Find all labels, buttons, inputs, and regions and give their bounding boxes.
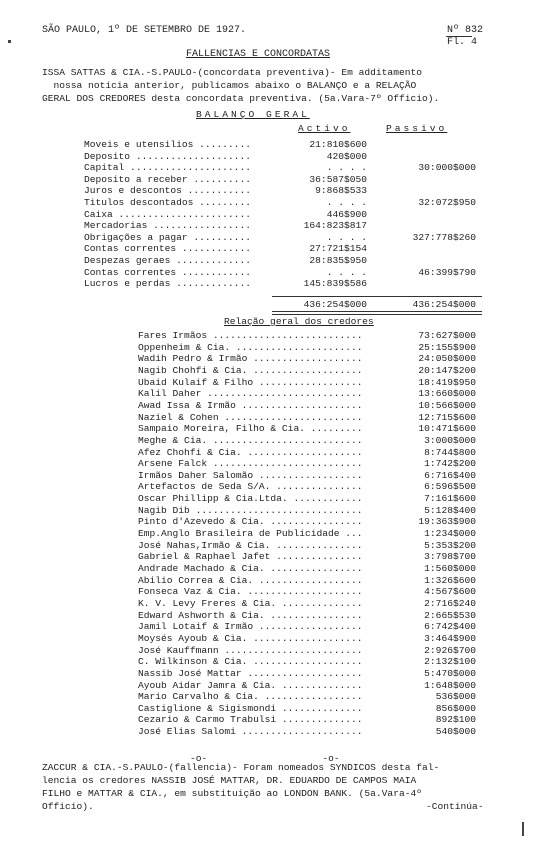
creditor-name: Emp.Anglo Brasileira de Publicidade ...: [138, 528, 363, 539]
creditor-amount: 6:596$500: [424, 481, 476, 492]
activo-header: Activo: [298, 123, 351, 134]
balance-row-passivo: 30:000$000: [418, 162, 476, 173]
balance-row-label: Deposito ....................: [84, 151, 251, 162]
balance-row-label: Titulos descontados .........: [84, 197, 251, 208]
creditor-name: Nassib José Mattar ....................: [138, 668, 363, 679]
creditor-name: Castiglione & Sigismondi ..............: [138, 703, 363, 714]
creditor-name: Nagib Dib .............................: [138, 505, 363, 516]
balance-row-label: Juros e descontos ...........: [84, 185, 251, 196]
creditor-name: Pinto d'Azevedo & Cia. ................: [138, 516, 363, 527]
total-double-rule: [272, 311, 482, 315]
creditor-amount: 856$000: [435, 703, 476, 714]
balance-row-activo: 420$000: [326, 151, 367, 162]
creditor-amount: 12:715$600: [418, 412, 476, 423]
balance-row-activo: 446$900: [326, 209, 367, 220]
balance-row-activo: 27:721$154: [309, 243, 367, 254]
creditor-name: Edward Ashworth & Cia. ................: [138, 610, 363, 621]
creditor-amount: 4:567$600: [424, 586, 476, 597]
creditor-name: Artefactos de Seda S/A. ...............: [138, 481, 363, 492]
creditor-amount: 2:926$700: [424, 645, 476, 656]
balance-row-label: Capital .....................: [84, 162, 251, 173]
balance-row-passivo: 327:778$260: [412, 232, 476, 243]
balance-row-activo: 9:868$533: [315, 185, 367, 196]
number-underline: [446, 36, 472, 37]
creditor-name: K. V. Levy Freres & Cia. ..............: [138, 598, 363, 609]
continua-label: -Continúa-: [426, 801, 484, 812]
creditor-amount: 1:560$000: [424, 563, 476, 574]
balance-row-activo: . . . .: [326, 232, 367, 243]
creditor-name: Afez Chohfi & Cia. ....................: [138, 447, 363, 458]
notice-line: lencia os credores NASSIB JOSÉ MATTAR, DR. EDUARDO DE CAMPOS MAIA: [42, 775, 417, 786]
creditor-amount: 3:000$000: [424, 435, 476, 446]
balance-title: BALANÇO GERAL: [196, 109, 310, 120]
balance-row-label: Mercadorias .................: [84, 220, 251, 231]
notice-line: GERAL DOS CREDORES desta concordata preventiva. (5a.Vara-7º Officio).: [42, 93, 440, 104]
notice-line: ZACCUR & CIA.-S.PAULO-(fallencia)- Foram nomeados SYNDICOS desta fal-: [42, 762, 440, 773]
notice-line: nossa noticia anterior, publicamos abaixo o BALANÇO e a RELAÇÃO: [42, 80, 417, 91]
creditor-name: Irmãos Daher Salomão ..................: [138, 470, 363, 481]
creditor-amount: 73:627$000: [418, 330, 476, 341]
creditor-name: Sampaio Moreira, Filho & Cia. .........: [138, 423, 363, 434]
balance-row-label: Contas correntes ............: [84, 267, 251, 278]
creditor-name: Nagib Chohfi & Cia. ...................: [138, 365, 363, 376]
creditor-amount: 10:566$000: [418, 400, 476, 411]
creditor-name: Awad Issa & Irmão .....................: [138, 400, 363, 411]
passivo-header: Passivo: [386, 123, 448, 134]
creditor-amount: 7:161$600: [424, 493, 476, 504]
creditor-amount: 10:471$600: [418, 423, 476, 434]
creditor-amount: 5:353$200: [424, 540, 476, 551]
creditor-name: Oppenheim & Cia. ......................: [138, 342, 363, 353]
city-date: SÃO PAULO, 1º DE SETEMBRO DE 1927.: [42, 25, 247, 36]
creditor-amount: 3:464$900: [424, 633, 476, 644]
notice-line: Officio).: [42, 801, 94, 812]
creditor-name: Oscar Phillipp & Cia.Ltda. ............: [138, 493, 363, 504]
creditor-amount: 3:798$700: [424, 551, 476, 562]
balance-row-label: Lucros e perdas .............: [84, 278, 251, 289]
creditor-amount: 1:234$000: [424, 528, 476, 539]
balance-row-label: Moveis e utensilios .........: [84, 139, 251, 150]
creditor-amount: 1:742$200: [424, 458, 476, 469]
balance-row-label: Caixa .......................: [84, 209, 251, 220]
creditor-name: Jamil Lotaif & Irmão ..................: [138, 621, 363, 632]
creditor-name: Gabriel & Raphael Jafet ...............: [138, 551, 363, 562]
creditor-amount: 892$100: [435, 714, 476, 725]
creditor-amount: 5:128$400: [424, 505, 476, 516]
creditor-amount: 1:326$600: [424, 575, 476, 586]
creditor-name: Cezario & Carmo Trabulsi ..............: [138, 714, 363, 725]
creditor-amount: 13:660$000: [418, 388, 476, 399]
creditor-amount: 2:716$240: [424, 598, 476, 609]
creditor-name: Naziel & Cohen ........................: [138, 412, 363, 423]
balance-row-passivo: 46:399$790: [418, 267, 476, 278]
creditor-name: José Elias Salomi .....................: [138, 726, 363, 737]
creditor-amount: 2:132$100: [424, 656, 476, 667]
creditor-amount: 2:665$530: [424, 610, 476, 621]
creditor-name: Mario Carvalho & Cia. .................: [138, 691, 363, 702]
balance-row-activo: . . . .: [326, 197, 367, 208]
balance-row-activo: 164:823$817: [303, 220, 367, 231]
total-rule: [272, 296, 482, 297]
creditor-name: Fares Irmãos ..........................: [138, 330, 363, 341]
balance-row-activo: 145:839$586: [303, 278, 367, 289]
creditor-amount: 5:470$000: [424, 668, 476, 679]
total-activo: 436:254$000: [303, 299, 367, 310]
balance-row-activo: . . . .: [326, 162, 367, 173]
creditor-name: Andrade Machado & Cia. ................: [138, 563, 363, 574]
creditor-name: José Nahas,Irmão & Cia. ...............: [138, 540, 363, 551]
creditor-amount: 19:363$900: [418, 516, 476, 527]
balance-row-activo: 28:835$950: [309, 255, 367, 266]
sheet-number: Fl. 4: [447, 37, 478, 48]
creditor-name: José Kauffmann ........................: [138, 645, 363, 656]
creditor-amount: 24:050$000: [418, 353, 476, 364]
creditor-name: Moysés Ayoub & Cia. ...................: [138, 633, 363, 644]
margin-mark: [522, 822, 524, 836]
creditor-name: C. Wilkinson & Cia. ...................: [138, 656, 363, 667]
creditors-title: Relação geral dos credores: [224, 316, 374, 327]
balance-row-label: Deposito a receber ..........: [84, 174, 251, 185]
creditor-name: Kalil Daher ...........................: [138, 388, 363, 399]
total-passivo: 436:254$000: [412, 299, 476, 310]
creditor-name: Ubaid Kulaif & Filho ..................: [138, 377, 363, 388]
section-title: FALLENCIAS E CONCORDATAS: [186, 49, 331, 60]
creditor-name: Fonseca Vaz & Cia. ....................: [138, 586, 363, 597]
creditor-name: Ayoub Aidar Jamra & Cia. ..............: [138, 680, 363, 691]
creditor-amount: 1:648$000: [424, 680, 476, 691]
notice-line: ISSA SATTAS & CIA.-S.PAULO-(concordata preventiva)- Em additamento: [42, 67, 422, 78]
creditor-name: Arsene Falck ..........................: [138, 458, 363, 469]
creditor-amount: 18:419$950: [418, 377, 476, 388]
bulletin-number: Nº 832: [447, 25, 484, 36]
creditor-amount: 8:744$800: [424, 447, 476, 458]
creditor-name: Abilio Correa & Cia. ..................: [138, 575, 363, 586]
notice-line: FILHO e MATTAR & CIA., em substituição ao LONDON BANK. (5a.Vara-4º: [42, 788, 422, 799]
separator: -o- -o-: [190, 753, 340, 764]
margin-mark: [8, 40, 11, 43]
balance-row-activo: 21:810$600: [309, 139, 367, 150]
balance-row-passivo: 32:072$950: [418, 197, 476, 208]
balance-row-label: Obrigações a pagar ..........: [84, 232, 251, 243]
creditor-name: Meghe & Cia. ..........................: [138, 435, 363, 446]
balance-row-activo: 36:587$050: [309, 174, 367, 185]
creditor-amount: 6:742$400: [424, 621, 476, 632]
balance-row-label: Despezas geraes .............: [84, 255, 251, 266]
balance-row-label: Contas correntes ............: [84, 243, 251, 254]
creditor-amount: 25:155$900: [418, 342, 476, 353]
balance-row-activo: . . . .: [326, 267, 367, 278]
creditor-amount: 536$000: [435, 691, 476, 702]
creditor-amount: 20:147$200: [418, 365, 476, 376]
creditor-name: Wadih Pedro & Irmão ...................: [138, 353, 363, 364]
creditor-amount: 6:716$400: [424, 470, 476, 481]
creditor-amount: 540$000: [435, 726, 476, 737]
